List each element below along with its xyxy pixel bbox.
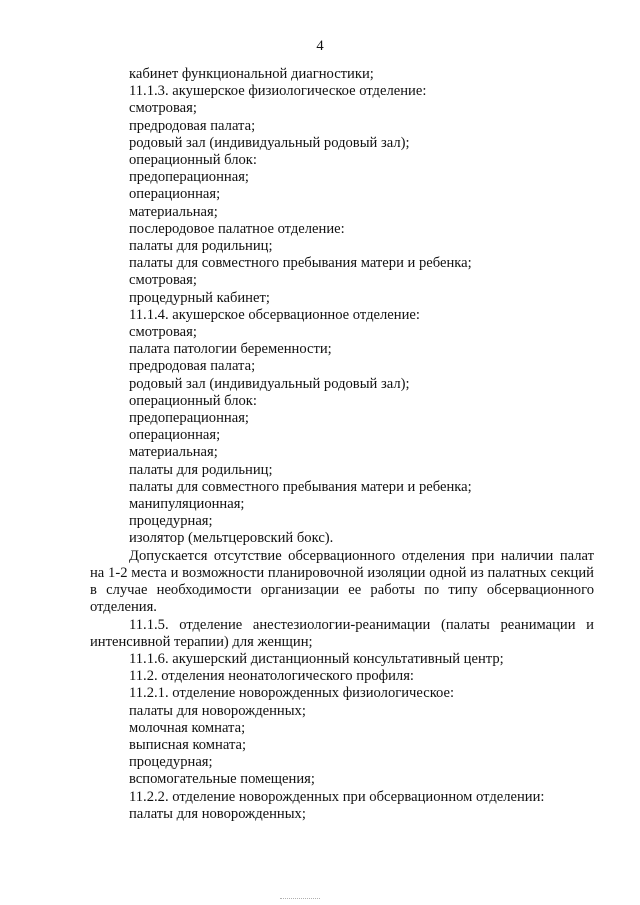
list-item: послеродовое палатное отделение:: [129, 220, 345, 237]
section-heading: 11.1.4. акушерское обсервационное отделение:: [129, 306, 420, 323]
list-item: выписная комната;: [129, 736, 247, 753]
list-item: предродовая палата;: [129, 117, 256, 134]
list-item: смотровая;: [129, 100, 197, 117]
list-item: процедурный кабинет;: [129, 289, 270, 306]
list-item: изолятор (мельтцеровский бокс).: [129, 530, 334, 547]
section-heading: 11.2.1. отделение новорожденных физиологическое:: [129, 685, 455, 702]
document-body: [90, 66, 594, 823]
section-heading: 11.1.3. акушерское физиологическое отделение:: [129, 83, 427, 100]
list-item: палаты для родильниц;: [129, 461, 273, 478]
list-item: смотровая;: [129, 272, 197, 289]
list-item: операционный блок:: [129, 392, 257, 409]
list-item: кабинет функциональной диагностики;: [129, 66, 374, 82]
list-item: молочная комната;: [129, 719, 246, 736]
list-item: материальная;: [129, 444, 218, 461]
list-item: предродовая палата;: [129, 358, 256, 375]
list-item: вспомогательные помещения;: [129, 771, 315, 788]
list-item: манипуляционная;: [129, 496, 245, 513]
list-item: операционный блок:: [129, 152, 257, 169]
section-heading: 11.2.2. отделение новорожденных при обсервационном отделении:: [129, 788, 545, 805]
list-item: операционная;: [129, 427, 221, 444]
list-item: палаты для совместного пребывания матери и ребенка;: [129, 478, 472, 495]
paragraph-anesthesiology: 11.1.5. отделение анестезиологии-реанимации (палаты реанимации и интенсивной терапии) для женщин;: [90, 616, 594, 650]
list-item: родовый зал (индивидуальный родовый зал);: [129, 134, 410, 151]
list-item: предоперационная;: [129, 169, 249, 186]
list-item: палаты для новорожденных;: [129, 805, 306, 822]
list-item: палаты для новорожденных;: [129, 702, 306, 719]
section-heading: 11.2. отделения неонатологического профиля:: [129, 668, 414, 685]
list-item: предоперационная;: [129, 410, 249, 427]
list-item: родовый зал (индивидуальный родовый зал);: [129, 375, 410, 392]
page-number: 4: [316, 38, 324, 54]
list-item: материальная;: [129, 203, 218, 220]
list-item: процедурная;: [129, 513, 213, 530]
scan-artifact: [280, 898, 320, 901]
list-item: процедурная;: [129, 754, 213, 771]
list-item: операционная;: [129, 186, 221, 203]
list-item: смотровая;: [129, 324, 197, 341]
list-item: палаты для совместного пребывания матери и ребенка;: [129, 255, 472, 272]
list-item: палата патологии беременности;: [129, 341, 332, 358]
section-heading: 11.1.6. акушерский дистанционный консультативный центр;: [129, 650, 504, 667]
list-item: палаты для родильниц;: [129, 238, 273, 255]
paragraph-observation: Допускается отсутствие обсервационного отделения при наличии палат на 1-2 места и возможности планировочной изоляции одной из палатных секций в случае необходимости организации ее работы по типу обсервационного отделения.: [90, 547, 594, 616]
